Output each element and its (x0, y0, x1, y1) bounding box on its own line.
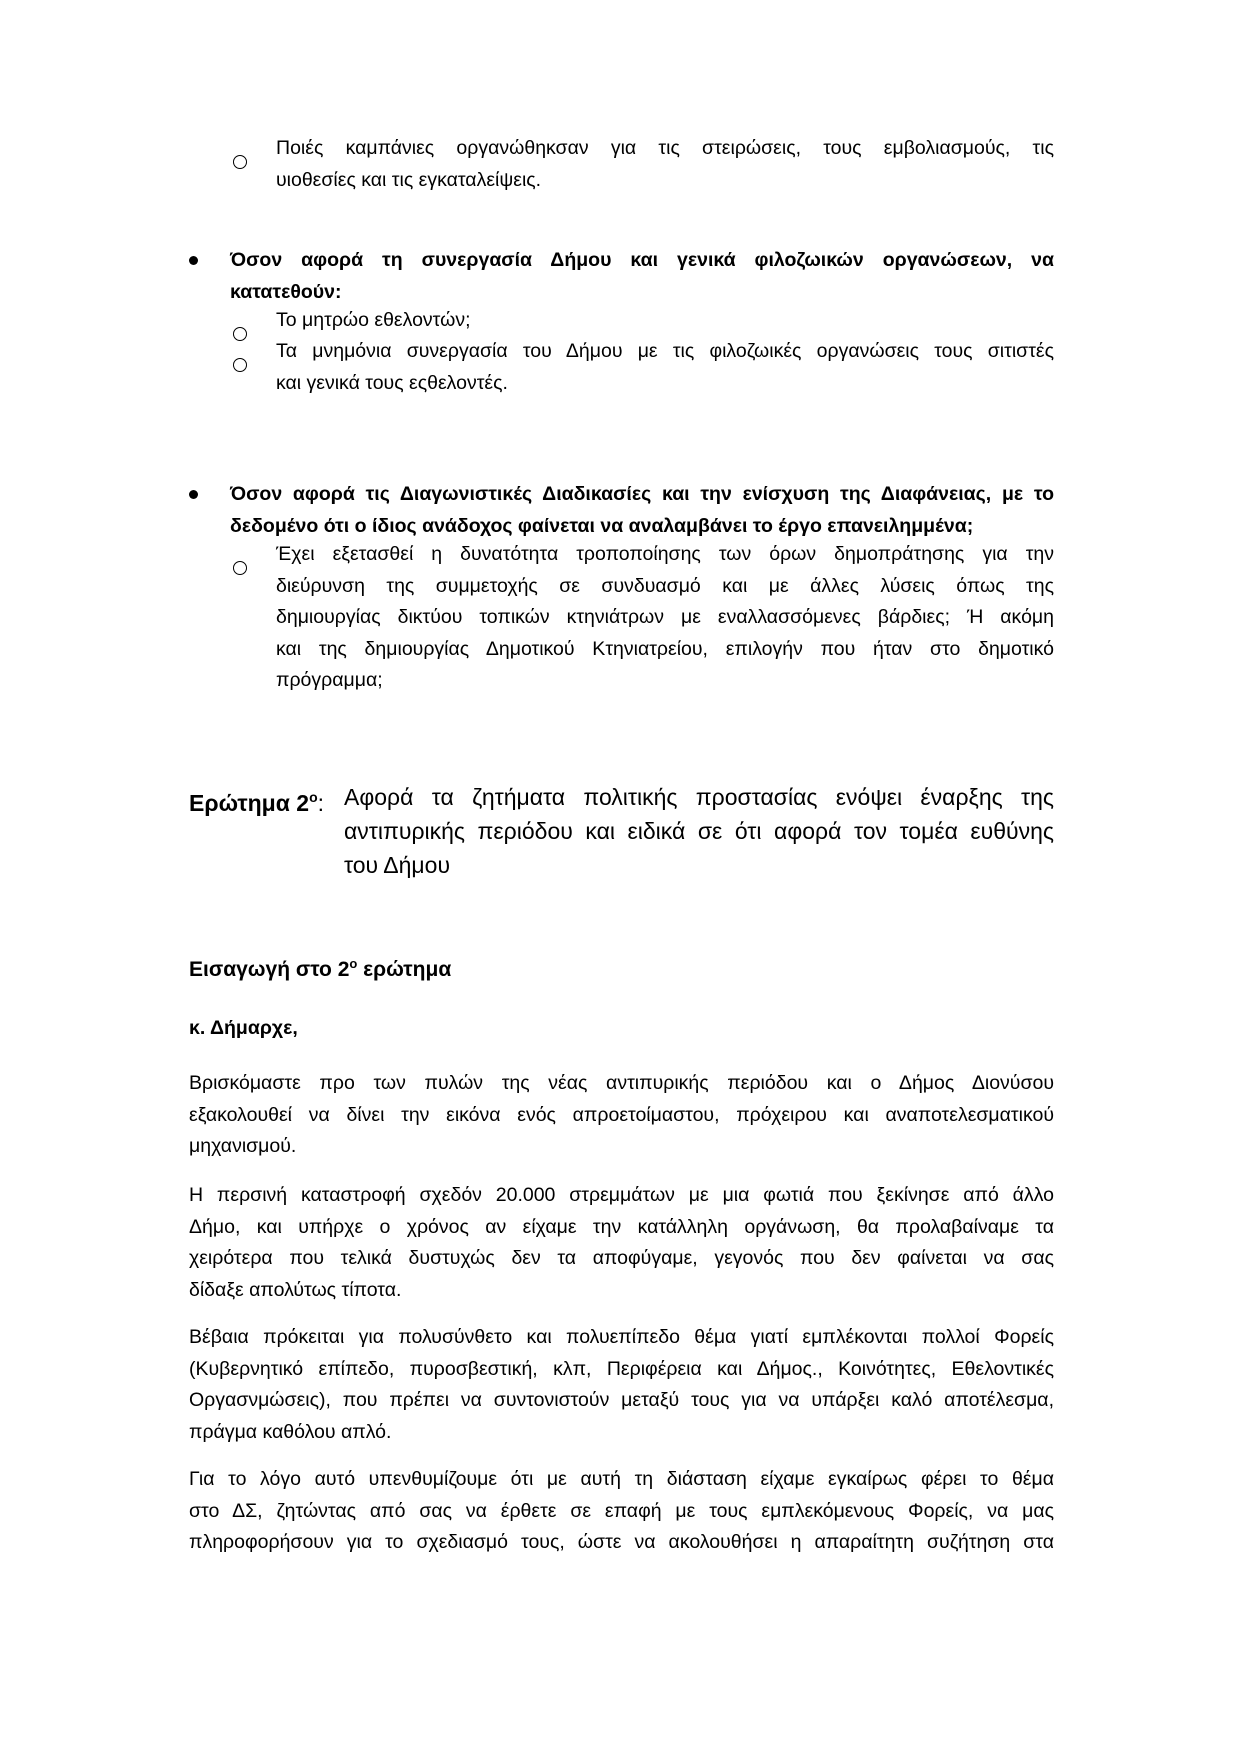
text-line: στο ΔΣ, ζητώντας από σας να έρθετε σε επαφή με τους εμπλεκόμενους Φορείς, να μας (189, 1499, 1054, 1522)
sub-list-item-text (276, 336, 1054, 399)
section-title (189, 956, 451, 982)
question-text-line: Αφορά τα ζητήματα πολιτικής προστασίας ενόψει έναρξης της (344, 784, 1054, 810)
question-label-text: Ερώτημα 2 (189, 790, 310, 816)
text-line: πρόγραμμα; (276, 669, 383, 691)
text-line: Βέβαια πρόκειται για πολυσύνθετο και πολυεπίπεδο θέμα γιατί εμπλέκονται πολλοί Φορείς (189, 1326, 1054, 1348)
circle-bullet-icon (233, 561, 247, 575)
question-label-suffix: : (317, 790, 325, 816)
text-line: δημιουργίας δικτύου τοπικών κτηνιάτρων με εναλλασσόμενες βάρδιες; Ή ακόμη (276, 606, 1054, 628)
text-line: πληροφορήσουν για το σχεδιασμό τους, ώστε να ακολουθήσει η απαραίτητη συζήτηση στα (189, 1531, 1054, 1553)
circle-bullet-icon (233, 155, 247, 169)
question-text-line: αντιπυρικής περιόδου και ειδικά σε ότι αφορά τον τομέα ευθύνης (344, 818, 1054, 844)
sub-list-item-text (276, 133, 1054, 196)
question-text-line: του Δήμου (344, 852, 451, 878)
circle-bullet-icon (233, 358, 247, 372)
text-line: Έχει εξετασθεί η δυνατότητα τροποποίησης των όρων δημοπράτησης για την (276, 543, 1054, 565)
text-line: Το μητρώο εθελοντών; (276, 309, 471, 331)
text-line: Όσον αφορά τη συνεργασία Δήμου και γενικά φιλοζωικών οργανώσεων, να (230, 249, 1054, 271)
section-title-text: Εισαγωγή στο 2 (189, 958, 350, 981)
text-line: δίδαξε απολύτως τίποτα. (189, 1278, 402, 1301)
text-line: Η περσινή καταστροφή σχεδόν 20.000 στρεμμάτων με μια φωτιά που ξεκίνησε από άλλο (189, 1184, 1054, 1206)
section-title-sup: ο (349, 956, 358, 971)
salutation: κ. Δήμαρχε, (189, 1017, 298, 1039)
text-line: κατατεθούν: (230, 280, 342, 303)
text-line: Τα μνημόνια συνεργασία του Δήμου με τις φιλοζωικές οργανώσεις τους σιτιστές (276, 340, 1054, 362)
text-line: Δήμο, και υπήρχε ο χρόνος αν είχαμε την κατάλληλη οργάνωση, θα προλαβαίναμε τα (189, 1215, 1054, 1238)
text-line: εξακολουθεί να δίνει την εικόνα ενός απροετοίμαστου, πρόχειρου και αναποτελεσματικού (189, 1103, 1054, 1126)
question-label (189, 780, 324, 820)
text-line: πράγμα καθόλου απλό. (189, 1420, 392, 1443)
paragraph (189, 1322, 1054, 1448)
sub-list-item-text (276, 539, 1054, 697)
text-line: (Κυβερνητικό επίπεδο, πυροσβεστική, κλπ, Περιφέρεια και Δήμος., Κοινότητες, Εθελοντικές (189, 1357, 1054, 1380)
circle-bullet-icon (233, 327, 247, 341)
text-line: διεύρυνση της συμμετοχής σε συνδυασμό και με άλλες λύσεις όπως της (276, 574, 1054, 597)
text-line: Οργασνμώσεις), που πρέπει να συντονιστούν μεταξύ τους για να υπάρξει καλό αποτέλεσμα, (189, 1389, 1054, 1411)
bullet-item-text (230, 479, 1054, 542)
text-line: Για το λόγο αυτό υπενθυμίζουμε ότι με αυτή τη διάσταση είχαμε εγκαίρως φέρει το θέμα (189, 1468, 1054, 1490)
text-line: Όσον αφορά τις Διαγωνιστικές Διαδικασίες και την ενίσχυση της Διαφάνειας, με το (230, 483, 1054, 505)
paragraph (189, 1180, 1054, 1306)
text-line: και γενικά τους εςθελοντές. (276, 371, 508, 394)
filled-bullet-icon (189, 256, 198, 265)
text-line: υιοθεσίες και τις εγκαταλείψεις. (276, 168, 542, 191)
text-line: και της δημιουργίας Δημοτικού Κτηνιατρείου, επιλογήν που ήταν στο δημοτικό (276, 637, 1054, 660)
bullet-item-text (230, 245, 1054, 308)
text-line: δεδομένο ότι ο ίδιος ανάδοχος φαίνεται να αναλαμβάνει το έργο επανειλημμένα; (230, 514, 974, 537)
text-line: Ποιές καμπάνιες οργανώθηκσαν για τις στειρώσεις, τους εμβολιασμούς, τις (276, 137, 1054, 159)
sub-list-item-text (276, 305, 1054, 337)
text-line: Βρισκόμαστε προ των πυλών της νέας αντιπυρικής περιόδου και ο Δήμος Διονύσου (189, 1072, 1054, 1094)
paragraph (189, 1068, 1054, 1163)
filled-bullet-icon (189, 490, 198, 499)
paragraph (189, 1464, 1054, 1559)
section-title-text: ερώτημα (357, 958, 452, 981)
text-line: μηχανισμού. (189, 1135, 297, 1157)
text-line: χειρότερα που τελικά δυστυχώς δεν τα αποφύγαμε, γεγονός που δεν φαίνεται να σας (189, 1247, 1054, 1269)
question-label-sup: ο (309, 789, 318, 805)
